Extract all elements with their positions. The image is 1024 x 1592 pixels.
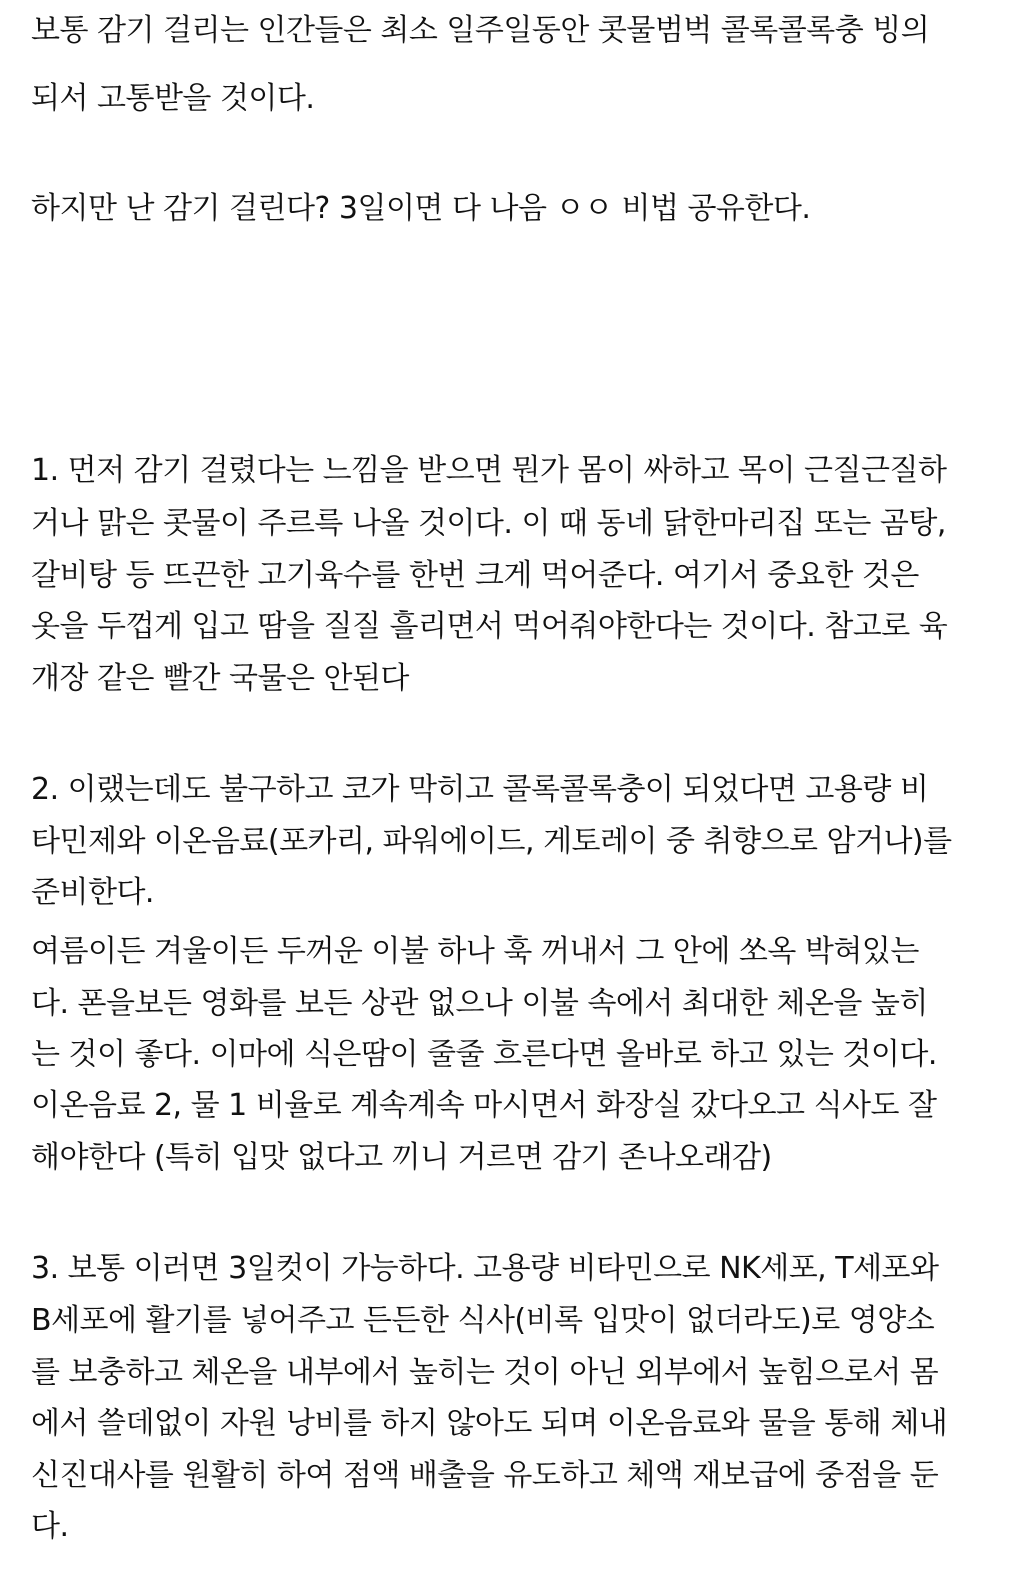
- step2b-line-2: 다. 폰을보든 영화를 보든 상관 없으나 이불 속에서 최대한 체온을 높히: [31, 986, 928, 1021]
- step3-line-3: 를 보충하고 체온을 내부에서 높히는 것이 아닌 외부에서 높힘으로서 몸: [31, 1355, 939, 1390]
- step2b-line-1: 여름이든 겨울이든 두꺼운 이불 하나 훅 꺼내서 그 안에 쏘옥 박혀있는: [31, 934, 919, 969]
- step2b-line-4: 이온음료 2, 물 1 비율로 계속계속 마시면서 화장실 갔다오고 식사도 잘: [31, 1088, 937, 1123]
- intro2-line: 하지만 난 감기 걸린다? 3일이면 다 나음 ㅇㅇ 비법 공유한다.: [31, 191, 811, 226]
- step3-line-4: 에서 쓸데없이 자원 낭비를 하지 않아도 되며 이온음료와 물을 통해 체내: [31, 1406, 948, 1441]
- step2-line-1: 2. 이랬는데도 불구하고 코가 막히고 콜록콜록충이 되었다면 고용량 비: [31, 772, 929, 807]
- step3-line-1: 3. 보통 이러면 3일컷이 가능하다. 고용량 비타민으로 NK세포, T세포와: [31, 1251, 939, 1286]
- step2b-line-5: 해야한다 (특히 입맛 없다고 끼니 거르면 감기 존나오래감): [31, 1140, 772, 1175]
- step3-line-5: 신진대사를 원활히 하여 점액 배출을 유도하고 체액 재보급에 중점을 둔: [31, 1458, 939, 1493]
- step2-line-3: 준비한다.: [31, 875, 154, 910]
- step1-line-5: 개장 같은 빨간 국물은 안된다: [31, 661, 409, 696]
- step1-line-4: 옷을 두껍게 입고 땀을 질질 흘리면서 먹어줘야한다는 것이다. 참고로 육: [31, 609, 948, 644]
- step1-line-2: 거나 맑은 콧물이 주르륵 나올 것이다. 이 때 동네 닭한마리집 또는 곰탕,: [31, 506, 946, 541]
- intro-line-2: 되서 고통받을 것이다.: [31, 81, 315, 116]
- step1-line-3: 갈비탕 등 뜨끈한 고기육수를 한번 크게 먹어준다. 여기서 중요한 것은: [31, 558, 919, 593]
- step3-line-2: B세포에 활기를 넣어주고 든든한 식사(비록 입맛이 없더라도)로 영양소: [31, 1303, 935, 1338]
- intro-line-1: 보통 감기 걸리는 인간들은 최소 일주일동안 콧물범벅 콜록콜록충 빙의: [31, 13, 930, 48]
- step1-line-1: 1. 먼저 감기 걸렸다는 느낌을 받으면 뭔가 몸이 싸하고 목이 근질근질하: [31, 453, 947, 488]
- step3-line-6: 다.: [31, 1509, 69, 1544]
- step2-line-2: 타민제와 이온음료(포카리, 파워에이드, 게토레이 중 취향으로 암거나)를: [31, 824, 952, 859]
- step2b-line-3: 는 것이 좋다. 이마에 식은땀이 줄줄 흐른다면 올바로 하고 있는 것이다.: [31, 1037, 937, 1072]
